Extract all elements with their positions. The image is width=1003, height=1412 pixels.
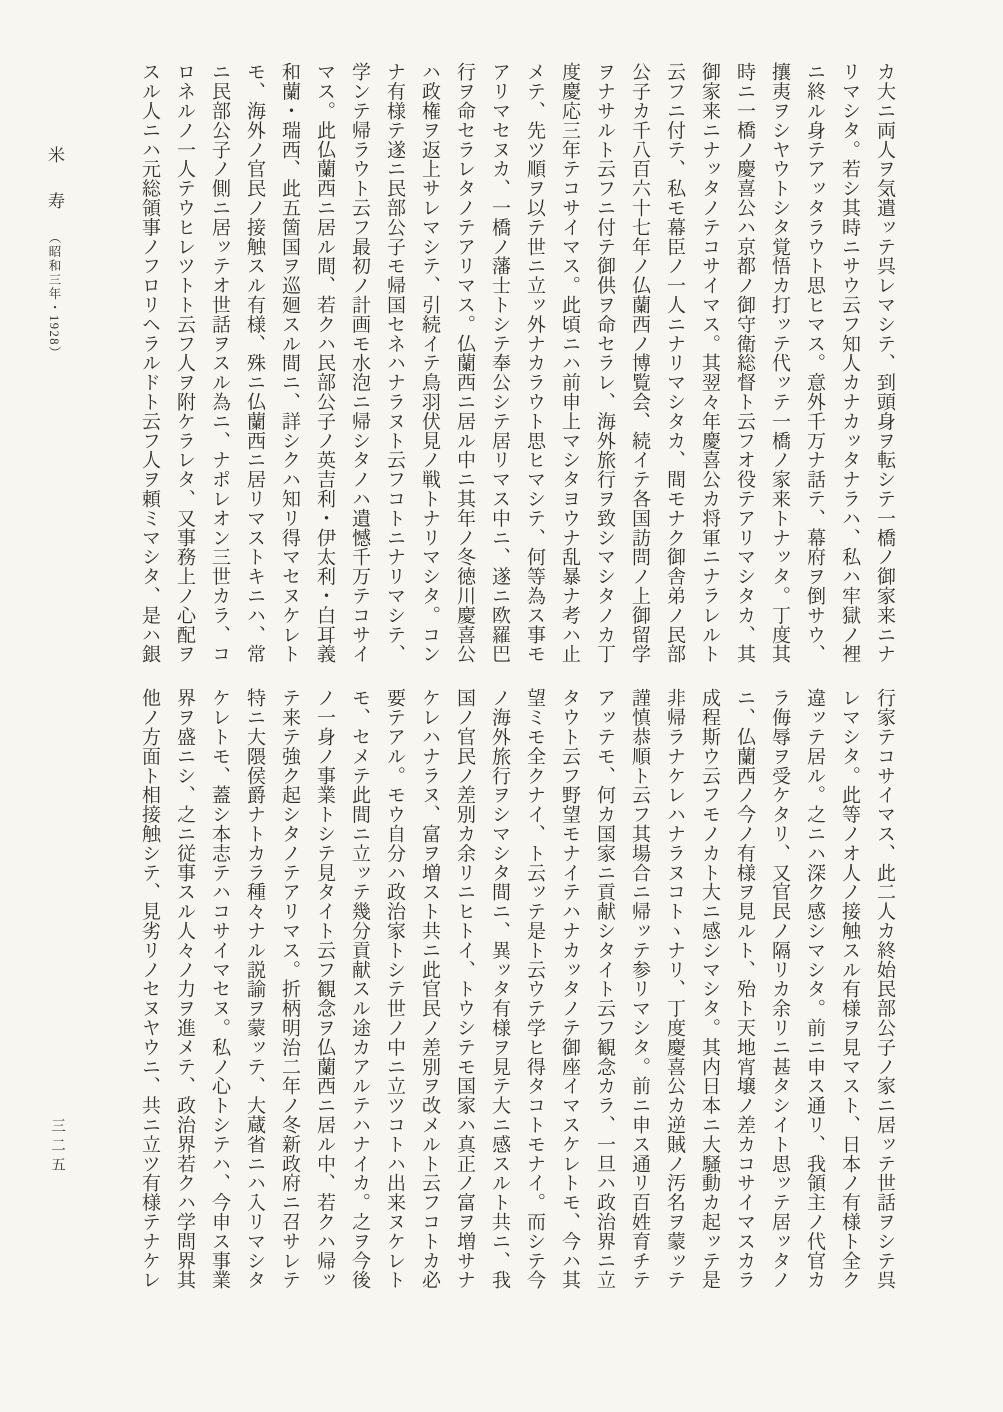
text-column: ヲナサルト云フニ付テ御供ヲ命セラレ、海外旅行ヲ致シマシタノカ丁 [594, 62, 615, 664]
text-column: ロネルノ一人テウヒレツトト云フ人ヲ附ケラレタ、又事務上ノ心配ヲ [174, 62, 195, 664]
text-column: リマシタ。若シ其時ニサウ云フ知人カナカッタナラハ、私ハ牢獄ノ裡 [839, 62, 860, 664]
text-column: 行ヲ命セラレタノテアリマス。仏蘭西ニ居ル中ニ其年ノ冬徳川慶喜公 [454, 62, 475, 664]
text-column: 時ニ一橋ノ慶喜公ハ京都ノ御守衛総督ト云フオ役テアリマシタカ、其 [734, 62, 755, 664]
text-column: 他ノ方面ト相接触シテ、見劣リノセヌヤウニ、共ニ立ツ有様テナケレ [139, 688, 160, 1290]
text-column: ラ侮辱ヲ受ケタリ、又官民ノ隔リカ余リニ甚タシイト思ッテ居ッタノ [769, 688, 790, 1290]
text-column: モ、海外ノ官民ノ接触スル有様、殊ニ仏蘭西ニ居リマストキニハ、常 [244, 62, 265, 664]
text-column: タウト云フ野望モナイテハナカッタノテ御座イマスケレトモ、今ハ其 [559, 688, 580, 1290]
text-column: マス。此仏蘭西ニ居ル間、若クハ民部公子ノ英吉利・伊太利・白耳義 [314, 62, 335, 664]
text-column: アッテモ、何カ国家ニ貢献シタイト云フ観念カラ、一旦ハ政治界ニ立 [594, 688, 615, 1290]
text-column: 謹慎恭順ト云フ其場合ニ帰ッテ参リマシタ。前ニ申ス通リ百姓育チテ [629, 688, 650, 1290]
text-column: 要テアル。モウ自分ハ政治家トシテ世ノ中ニ立ツコトハ出来ヌケレト [384, 688, 405, 1290]
running-title: 米 寿 [45, 146, 64, 215]
text-column: ニ終ル身テアッタラウト思ヒマス。意外千万ナ話テ、幕府ヲ倒サウ、 [804, 62, 825, 664]
text-column: 特ニ大隈侯爵ナトカラ種々ナル説諭ヲ蒙ッテ、大蔵省ニハ入リマシタ [244, 688, 265, 1290]
text-column: アリマセヌカ、一橋ノ藩士トシテ奉公シテ居リマス中ニ、遂ニ欧羅巴 [489, 62, 510, 664]
running-subtitle: （昭和三年・1928） [47, 231, 61, 360]
text-column: ノ海外旅行ヲシマシタ間ニ、異ッタ有様ヲ見テ大ニ感スルト共ニ、我 [489, 688, 510, 1290]
text-column: 攘夷ヲシヤウトシタ覚悟カ打ッテ代ッテ一橋ノ家来トナッタ。丁度其 [769, 62, 790, 664]
text-column: ナ有様テ遂ニ民部公子モ帰国セネハナラヌト云フコトニナリマシテ、 [384, 62, 405, 664]
text-column: メテ、先ツ順ヲ以テ世ニ立ッ外ナカラウト思ヒマシテ、何等為ス事モ [524, 62, 545, 664]
text-column: スル人ニハ元総領事ノフロリヘラルドト云フ人ヲ頼ミマシタ、是ハ銀 [139, 62, 160, 664]
text-column: 学ンテ帰ラウト云フ最初ノ計画モ水泡ニ帰シタノハ遺憾千万テコサイ [349, 62, 370, 664]
text-column: ニ民部公子ノ側ニ居ッテオ世話ヲスル為ニ、ナポレオン三世カラ、コ [209, 62, 230, 664]
text-column: 違ッテ居ル。之ニハ深ク感シマシタ。前ニ申ス通リ、我領主ノ代官カ [804, 688, 825, 1290]
bottom-text-block [132, 688, 902, 1294]
text-column: 望ミモ全クナイ、ト云ッテ是ト云ウテ学ヒ得タコトモナイ。而シテ今 [524, 688, 545, 1290]
text-column: ノ一身ノ事業トシテ見タイト云フ観念ヲ仏蘭西ニ居ル中、若クハ帰ッ [314, 688, 335, 1290]
running-header [42, 146, 67, 360]
text-column: 云フニ付テ、私モ幕臣ノ一人ニナリマシタカ、間モナク御舎弟ノ民部 [664, 62, 685, 664]
text-column: ニ、仏蘭西ノ今ノ有様ヲ見ルト、殆ト天地宵壌ノ差カコサイマスカラ [734, 688, 755, 1290]
text-column: 和蘭・瑞西、此五箇国ヲ巡廻スル間ニ、詳シクハ知リ得マセヌケレト [279, 62, 300, 664]
top-text-block [132, 62, 902, 668]
text-column: レマシタ。此等ノオ人ノ接触スル有様ヲ見マスト、日本ノ有様ト全ク [839, 688, 860, 1290]
text-column: 成程斯ウ云フモノカト大ニ感シマシタ。其内日本ニ大騒動カ起ッテ是 [699, 688, 720, 1290]
text-column: 公子カ千八百六十七年ノ仏蘭西ノ博覧会、続イテ各国訪問ノ上御留学 [629, 62, 650, 664]
text-column: 行家テコサイマス、此二人カ終始民部公子ノ家ニ居ッテ世話ヲシテ呉 [874, 688, 895, 1290]
text-column: モ、セメテ此間ニ立ッテ幾分貢献スル途カアルテハナイカ。之ヲ今後 [349, 688, 370, 1290]
text-column: ハ政権ヲ返上サレマシテ、引続イテ鳥羽伏見ノ戦トナリマシタ。コン [419, 62, 440, 664]
text-column: カ大ニ両人ヲ気遣ッテ呉レマシテ、到頭身ヲ転シテ一橋ノ御家来ニナ [874, 62, 895, 664]
page-number: 三二五 [49, 1118, 65, 1177]
text-column: 御家来ニナッタノテコサイマス。其翌々年慶喜公カ将軍ニナラレルト [699, 62, 720, 664]
text-column: 度慶応三年テコサイマス。此頃ニハ前申上マシタヨウナ乱暴ナ考ハ止 [559, 62, 580, 664]
text-column: 界ヲ盛ニシ、之ニ従事スル人々ノ力ヲ進メテ、政治界若クハ学問界其 [174, 688, 195, 1290]
text-column: 非帰ラナケレハナラヌコトヽナリ、丁度慶喜公カ逆賊ノ汚名ヲ蒙ッテ [664, 688, 685, 1290]
text-column: ケレハナラヌ、富ヲ増スト共ニ此官民ノ差別ヲ改メルト云フコトカ必 [419, 688, 440, 1290]
text-column: 国ノ官民ノ差別カ余リニヒトイ、トウシテモ国家ハ真正ノ富ヲ増サナ [454, 688, 475, 1290]
text-column: ケレトモ、蓋シ本志テハコサイマセヌ。私ノ心トシテハ、今申ス事業 [209, 688, 230, 1290]
text-column: テ来テ強ク起シタノテアリマス。折柄明治二年ノ冬新政府ニ召サレテ [279, 688, 300, 1290]
